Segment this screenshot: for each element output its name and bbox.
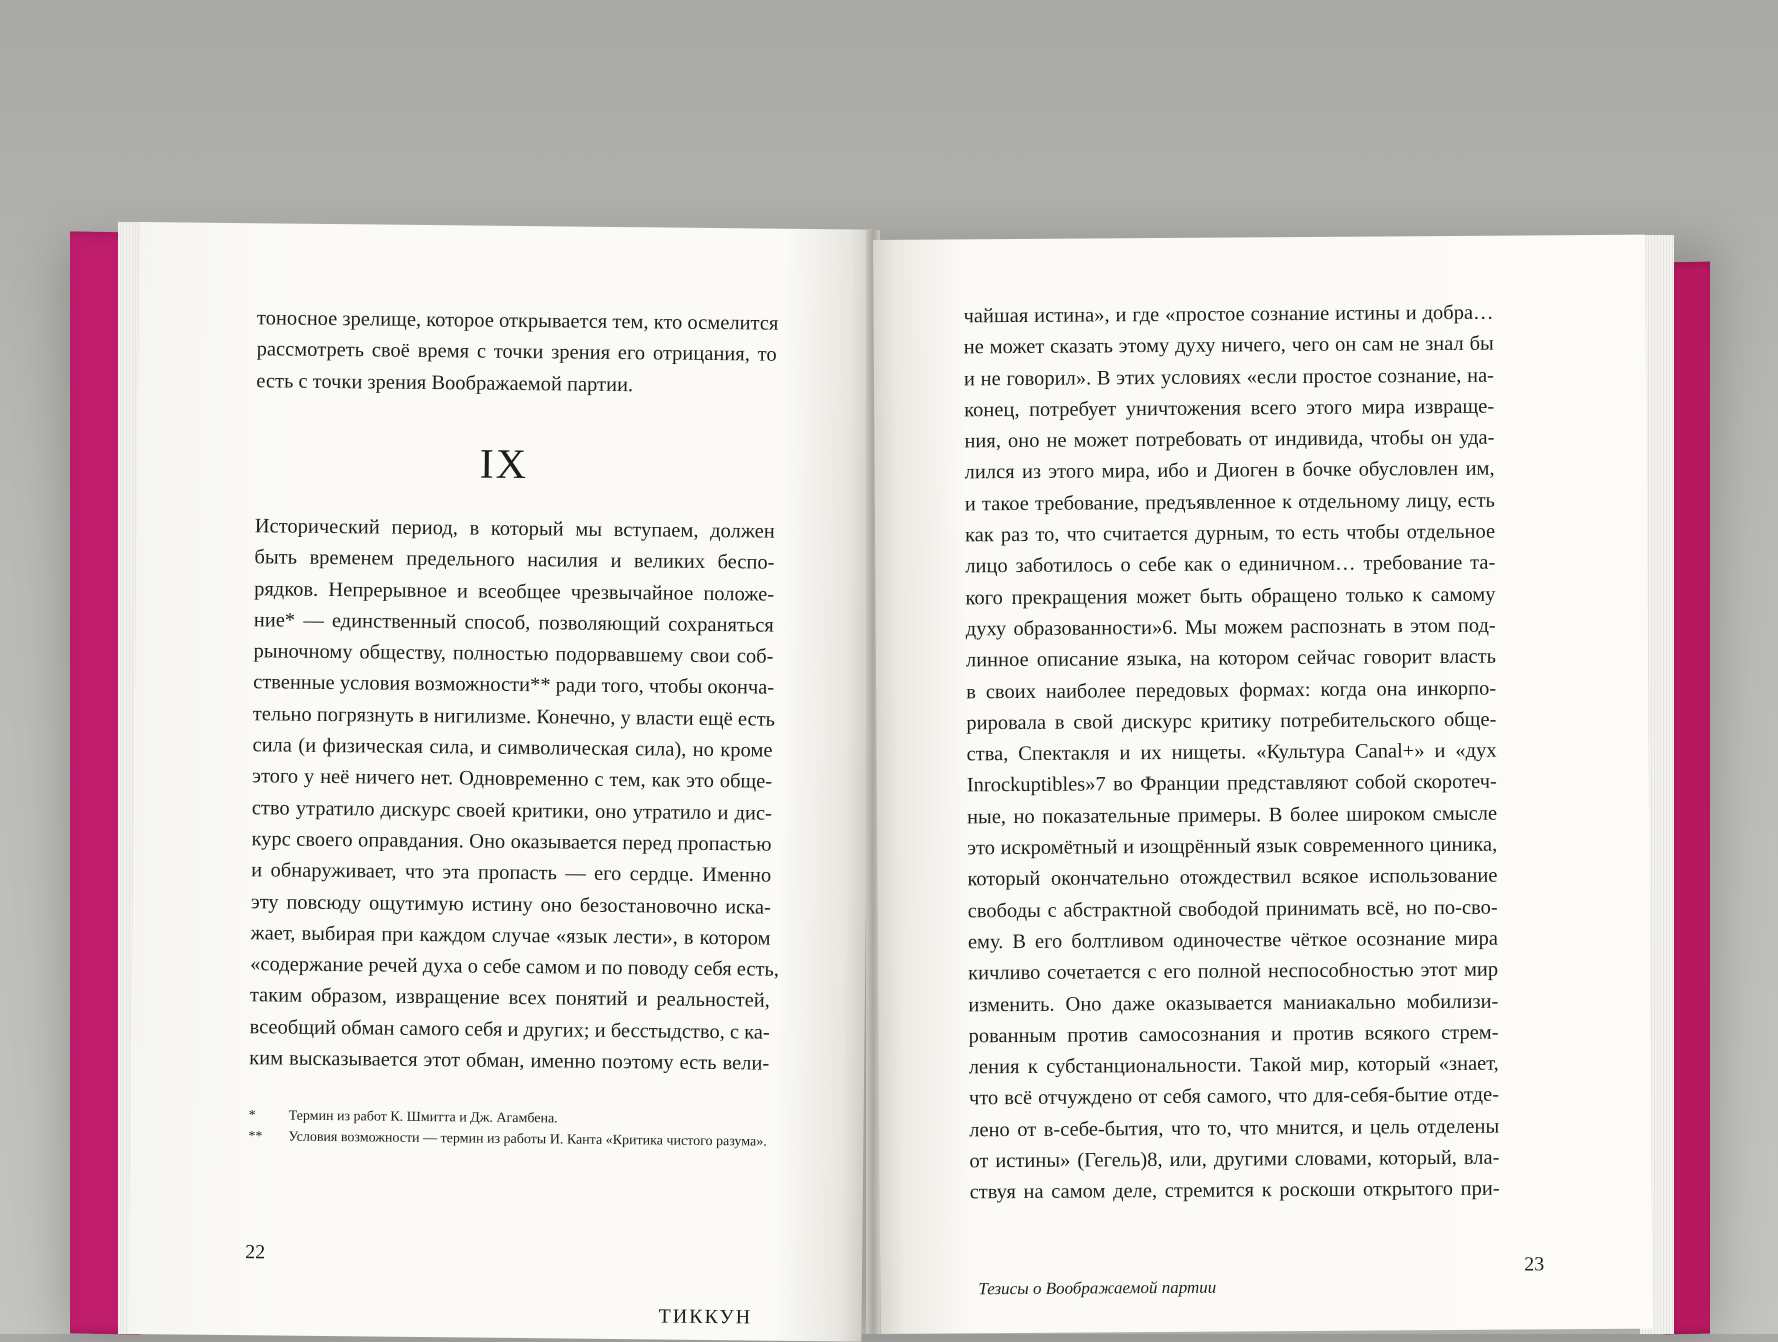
text-line: ственные условия возможности** ради того, чтобы оконча- bbox=[253, 671, 775, 700]
text-line: и обнаруживает, что эта пропасть — его сердце. Именно bbox=[251, 859, 772, 887]
text-line: быть временем предельного насилия и великих беспо- bbox=[254, 546, 775, 574]
footnote-mark: * bbox=[248, 1108, 256, 1124]
left-page-top-text bbox=[256, 303, 777, 402]
page-number-left: 22 bbox=[245, 1241, 266, 1264]
text-line: ство утратило дискурс своей критики, оно утратило и дис- bbox=[251, 796, 772, 825]
footnotes bbox=[248, 1105, 768, 1152]
footnote-mark: ** bbox=[248, 1129, 263, 1145]
text-line: тоносное зрелище, которое открывается тем, кто осмелится bbox=[256, 307, 779, 335]
page-number-right: 23 bbox=[1524, 1253, 1545, 1276]
text-line: всеобщий обман самого себя и других; и бесстыдство, с ка- bbox=[249, 1015, 770, 1044]
text-line: ства, Спектакля и их нищеты. «Культура Canal+» и «дух bbox=[966, 739, 1497, 766]
text-line: в своих наиболее передовых формах: когда она инкорпо- bbox=[966, 677, 1497, 703]
text-line: Inrockuptibles»7 во Франции представляют собой скоротеч- bbox=[966, 771, 1497, 797]
text-line: лено от в-себе-бытия, что то, что мнится, и цель отделены bbox=[969, 1115, 1500, 1142]
text-line: рировала в свой дискурс критику потребительского обще- bbox=[966, 708, 1497, 735]
footnote bbox=[248, 1126, 768, 1152]
text-line: тельно погрязнуть в нигилизме. Конечно, у власти ещё есть bbox=[252, 702, 776, 731]
text-line: кичливо сочетается с его полной неспособностью этот мир bbox=[968, 958, 1499, 985]
text-line: чайшая истина», и где «простое сознание истины и добра… bbox=[963, 301, 1494, 328]
text-line: рассмотреть своё время с точки зрения его отрицания, то bbox=[256, 338, 777, 366]
text-line: как раз то, что считается дурным, то есть чтобы отдельное bbox=[964, 520, 1496, 547]
text-line: ему. В его болтливом одиночестве чёткое осознание мира bbox=[967, 927, 1498, 954]
text-line: и такое требование, предъявленное к отдельному лицу, есть bbox=[964, 489, 1495, 516]
text-line: лился из этого мира, ибо и Диоген в бочке обусловлен им, bbox=[964, 458, 1495, 484]
right-page-body-text bbox=[963, 298, 1499, 1209]
text-line: кого прекращения может быть обращено только к самому bbox=[965, 583, 1496, 610]
text-line: линное описание языка, на котором сейчас говорит власть bbox=[965, 645, 1497, 672]
text-line: духу образованности»6. Мы можем распознать в этом под- bbox=[965, 614, 1496, 641]
text-line: который окончательно отождествил всякое использование bbox=[967, 865, 1498, 891]
chapter-heading: IX bbox=[479, 441, 529, 489]
text-line: и не говорил». В этих условиях «если простое сознание, на- bbox=[963, 364, 1495, 390]
left-page-body-text bbox=[249, 511, 780, 1080]
text-line: свободы с абстрактной свободой принимать всё, но по-сво- bbox=[967, 896, 1498, 922]
text-line: не может сказать этому духу ничего, чего он сам не знал бы bbox=[963, 332, 1494, 359]
text-line: ления к субстанциональности. Такой мир, который «знает, bbox=[968, 1052, 1499, 1079]
text-line: рованным против самосознания и против всякого стрем- bbox=[968, 1021, 1499, 1048]
text-line: сила (и физическая сила, и символическая сила), но кроме bbox=[252, 734, 773, 762]
running-title-left: ТИККУН bbox=[658, 1305, 753, 1329]
text-line: рядков. Непрерывное и всеобщее чрезвычайное положе- bbox=[254, 577, 775, 606]
text-line: лицо заботилось о себе как о единичном… требование та- bbox=[965, 552, 1496, 578]
text-line: ния, оно не может потребовать от индивида, чтобы он уда- bbox=[964, 426, 1495, 453]
text-line: рыночному обществу, полностью подорвавшему свои соб- bbox=[253, 640, 774, 668]
text-line: ствуя на самом деле, стремится к роскоши открытого при- bbox=[969, 1177, 1500, 1204]
text-line: жает, выбирая при каждом случае «язык лести», в котором bbox=[250, 922, 771, 950]
text-line: ные, но показательные примеры. В более широком смысле bbox=[966, 802, 1498, 829]
text-line: этого у неё ничего нет. Одновременно с тем, как это обще- bbox=[252, 765, 773, 794]
text-line: Исторический период, в который мы вступаем, должен bbox=[254, 515, 775, 543]
text-line: ким высказывается этот обман, именно поэтому есть вели- bbox=[249, 1047, 770, 1075]
footnote-text: Условия возможности — термин из работы И. Канта «Критика чистого разума». bbox=[288, 1129, 767, 1150]
text-line: конец, потребует уничтожения всего этого мира извраще- bbox=[964, 395, 1495, 422]
text-line: изменить. Оно даже оказывается маниакально мобилизи- bbox=[968, 990, 1499, 1016]
text-line: «содержание речей духа о себе самом и по поводу себя есть, bbox=[250, 953, 780, 981]
running-title-right: Тезисы о Воображаемой партии bbox=[978, 1277, 1217, 1299]
text-line: ние* — единственный способ, позволяющий сохраняться bbox=[253, 609, 774, 637]
left-page bbox=[128, 222, 873, 1342]
text-line: курс своего оправдания. Оно оказывается перед пропастью bbox=[251, 828, 772, 856]
text-line: таким образом, извращение всех понятий и реальностей, bbox=[249, 984, 770, 1013]
text-line: есть с точки зрения Воображаемой партии. bbox=[256, 369, 634, 396]
text-line: это искромётный и изощрённый язык современного циника, bbox=[967, 833, 1498, 860]
text-line: эту повсюду ощутимую истину оно безостановочно иска- bbox=[250, 890, 771, 919]
footnote-text: Термин из работ К. Шмитта и Дж. Агамбена. bbox=[288, 1108, 558, 1127]
right-page bbox=[873, 235, 1653, 1334]
text-line: что всё отчуждено от себя самого, что для-себя-бытие отде- bbox=[968, 1084, 1500, 1110]
text-line: от истины» (Гегель)8, или, другими словами, который, вла- bbox=[969, 1146, 1500, 1173]
